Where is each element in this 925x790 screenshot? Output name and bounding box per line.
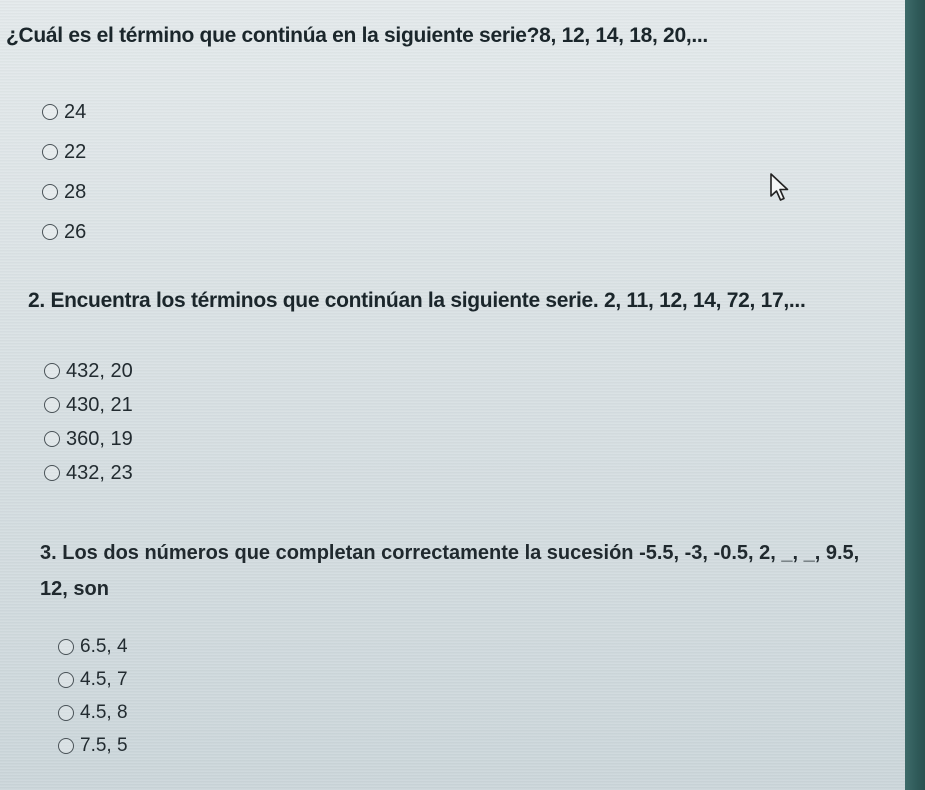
question-3-option-b[interactable] xyxy=(58,663,128,696)
question-2-options xyxy=(44,354,133,490)
radio-button-icon[interactable] xyxy=(42,144,58,160)
option-label: 430, 21 xyxy=(66,393,133,416)
radio-button-icon[interactable] xyxy=(58,705,74,721)
question-2-option-d[interactable] xyxy=(44,456,133,490)
option-label: 360, 19 xyxy=(66,427,133,450)
option-label: 4.5, 7 xyxy=(80,668,128,690)
question-1-option-d[interactable] xyxy=(42,212,86,252)
option-label: 432, 23 xyxy=(66,461,133,484)
window-edge-bar xyxy=(905,0,925,790)
question-2-option-c[interactable] xyxy=(44,422,133,456)
question-2-text: 2. Encuentra los términos que continúan la siguiente serie. 2, 11, 12, 14, 72, 17,... xyxy=(28,289,806,312)
question-3-option-c[interactable] xyxy=(58,696,128,729)
radio-button-icon[interactable] xyxy=(58,639,74,655)
question-1-option-a[interactable] xyxy=(42,92,86,132)
option-label: 28 xyxy=(64,180,87,203)
question-1-text: ¿Cuál es el término que continúa en la siguiente serie?8, 12, 14, 18, 20,... xyxy=(6,24,708,47)
option-label: 26 xyxy=(64,220,87,243)
radio-button-icon[interactable] xyxy=(44,397,60,413)
radio-button-icon[interactable] xyxy=(44,363,60,379)
question-2-option-a[interactable] xyxy=(44,354,133,388)
question-3-line-1: 3. Los dos números que completan correctamente la sucesión -5.5, -3, -0.5, 2, _, _, 9.5, xyxy=(40,542,860,564)
option-label: 4.5, 8 xyxy=(80,701,128,723)
question-1-option-b[interactable] xyxy=(42,132,86,172)
mouse-pointer-icon xyxy=(768,172,794,202)
question-2-option-b[interactable] xyxy=(44,388,133,422)
radio-button-icon[interactable] xyxy=(42,104,58,120)
question-3-option-a[interactable] xyxy=(58,630,128,663)
option-label: 24 xyxy=(64,100,87,123)
option-label: 7.5, 5 xyxy=(80,734,128,756)
question-1-options xyxy=(42,92,86,252)
radio-button-icon[interactable] xyxy=(58,672,74,688)
radio-button-icon[interactable] xyxy=(42,224,58,240)
option-label: 432, 20 xyxy=(66,359,133,382)
radio-button-icon[interactable] xyxy=(44,465,60,481)
radio-button-icon[interactable] xyxy=(58,738,74,754)
option-label: 6.5, 4 xyxy=(80,635,128,657)
option-label: 22 xyxy=(64,140,87,163)
question-3-options xyxy=(58,630,128,762)
question-1-option-c[interactable] xyxy=(42,172,86,212)
question-3-line-2: 12, son xyxy=(40,578,109,600)
question-3-text xyxy=(40,535,890,607)
radio-button-icon[interactable] xyxy=(42,184,58,200)
radio-button-icon[interactable] xyxy=(44,431,60,447)
question-3-option-d[interactable] xyxy=(58,729,128,762)
